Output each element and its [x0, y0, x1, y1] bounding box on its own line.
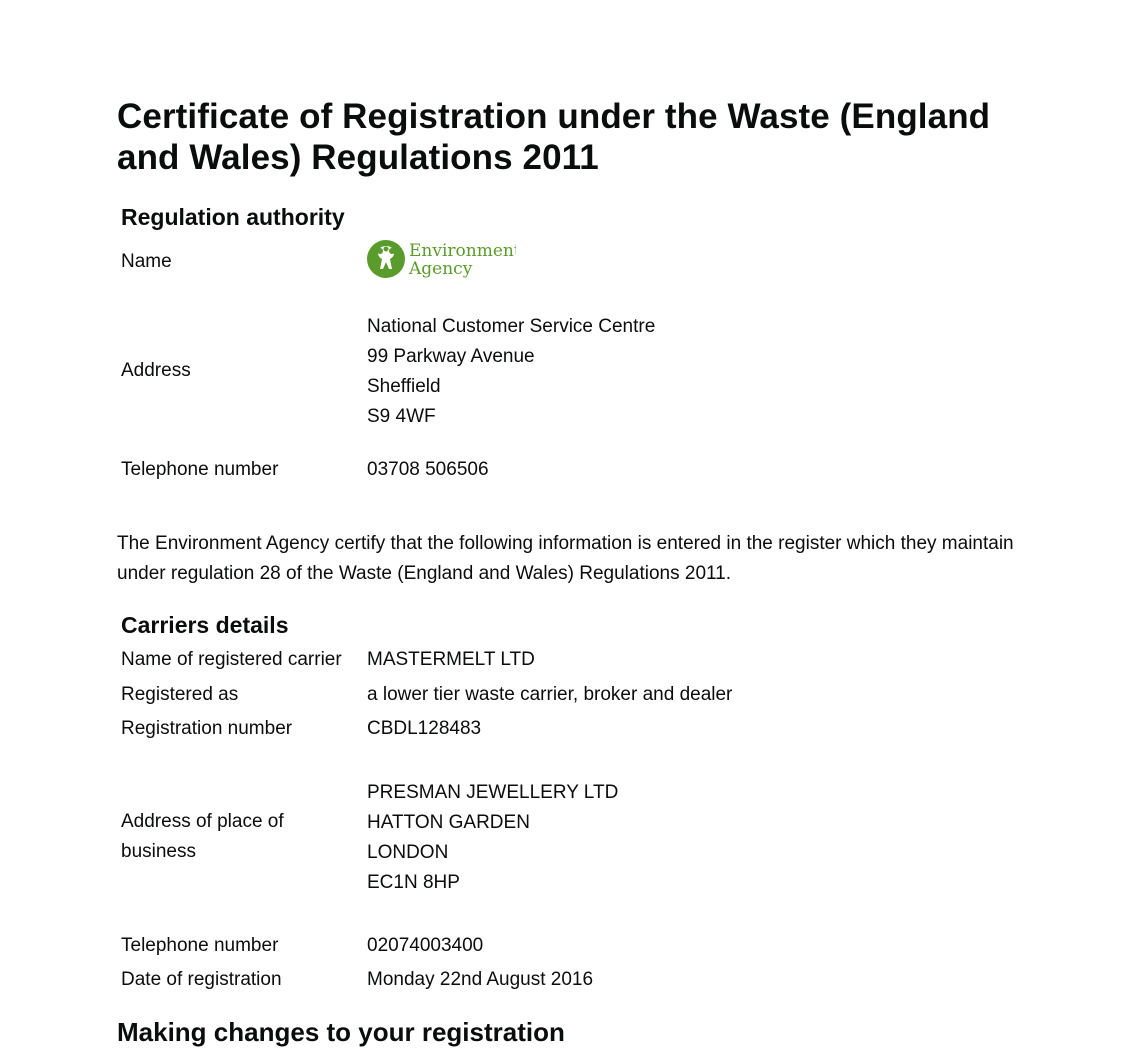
authority-address-label: Address	[121, 360, 191, 381]
environment-agency-logo	[366, 236, 516, 282]
carrier-name-label: Name of registered carrier	[121, 649, 342, 670]
regulation-authority-heading: Regulation authority	[121, 204, 345, 230]
tree-figure-icon	[366, 236, 516, 282]
page-title: Certificate of Registration under the Waste (England and Wales) Regulations 2011	[117, 97, 991, 177]
logo-text-line-2: Agency	[409, 259, 473, 279]
business-address-label: Address of place of business	[121, 811, 284, 862]
carrier-name: MASTERMELT LTD	[367, 649, 535, 670]
making-changes-heading: Making changes to your registration	[117, 1017, 565, 1047]
registered-as-label: Registered as	[121, 684, 239, 705]
authority-telephone: 03708 506506	[367, 459, 489, 480]
authority-telephone-label: Telephone number	[121, 459, 279, 480]
carriers-details-heading: Carriers details	[121, 612, 289, 638]
registration-number: CBDL128483	[367, 718, 482, 739]
business-address: PRESMAN JEWELLERY LTD HATTON GARDEN LONDON EC1N 8HP	[367, 782, 619, 893]
logo-text-line-1: Environment	[409, 241, 516, 261]
authority-name-label: Name	[121, 251, 172, 272]
carrier-telephone: 02074003400	[367, 935, 484, 956]
registration-date: Monday 22nd August 2016	[367, 969, 594, 990]
carrier-telephone-label: Telephone number	[121, 935, 279, 956]
registration-number-label: Registration number	[121, 718, 293, 739]
registered-as: a lower tier waste carrier, broker and dealer	[367, 684, 733, 705]
authority-address: National Customer Service Centre 99 Parkway Avenue Sheffield S9 4WF	[367, 316, 656, 427]
certification-paragraph: The Environment Agency certify that the following information is entered in the register which they maintain under regulation 28 of the Waste (England and Wales) Regulations 2011.	[117, 533, 1014, 584]
registration-date-label: Date of registration	[121, 969, 282, 990]
